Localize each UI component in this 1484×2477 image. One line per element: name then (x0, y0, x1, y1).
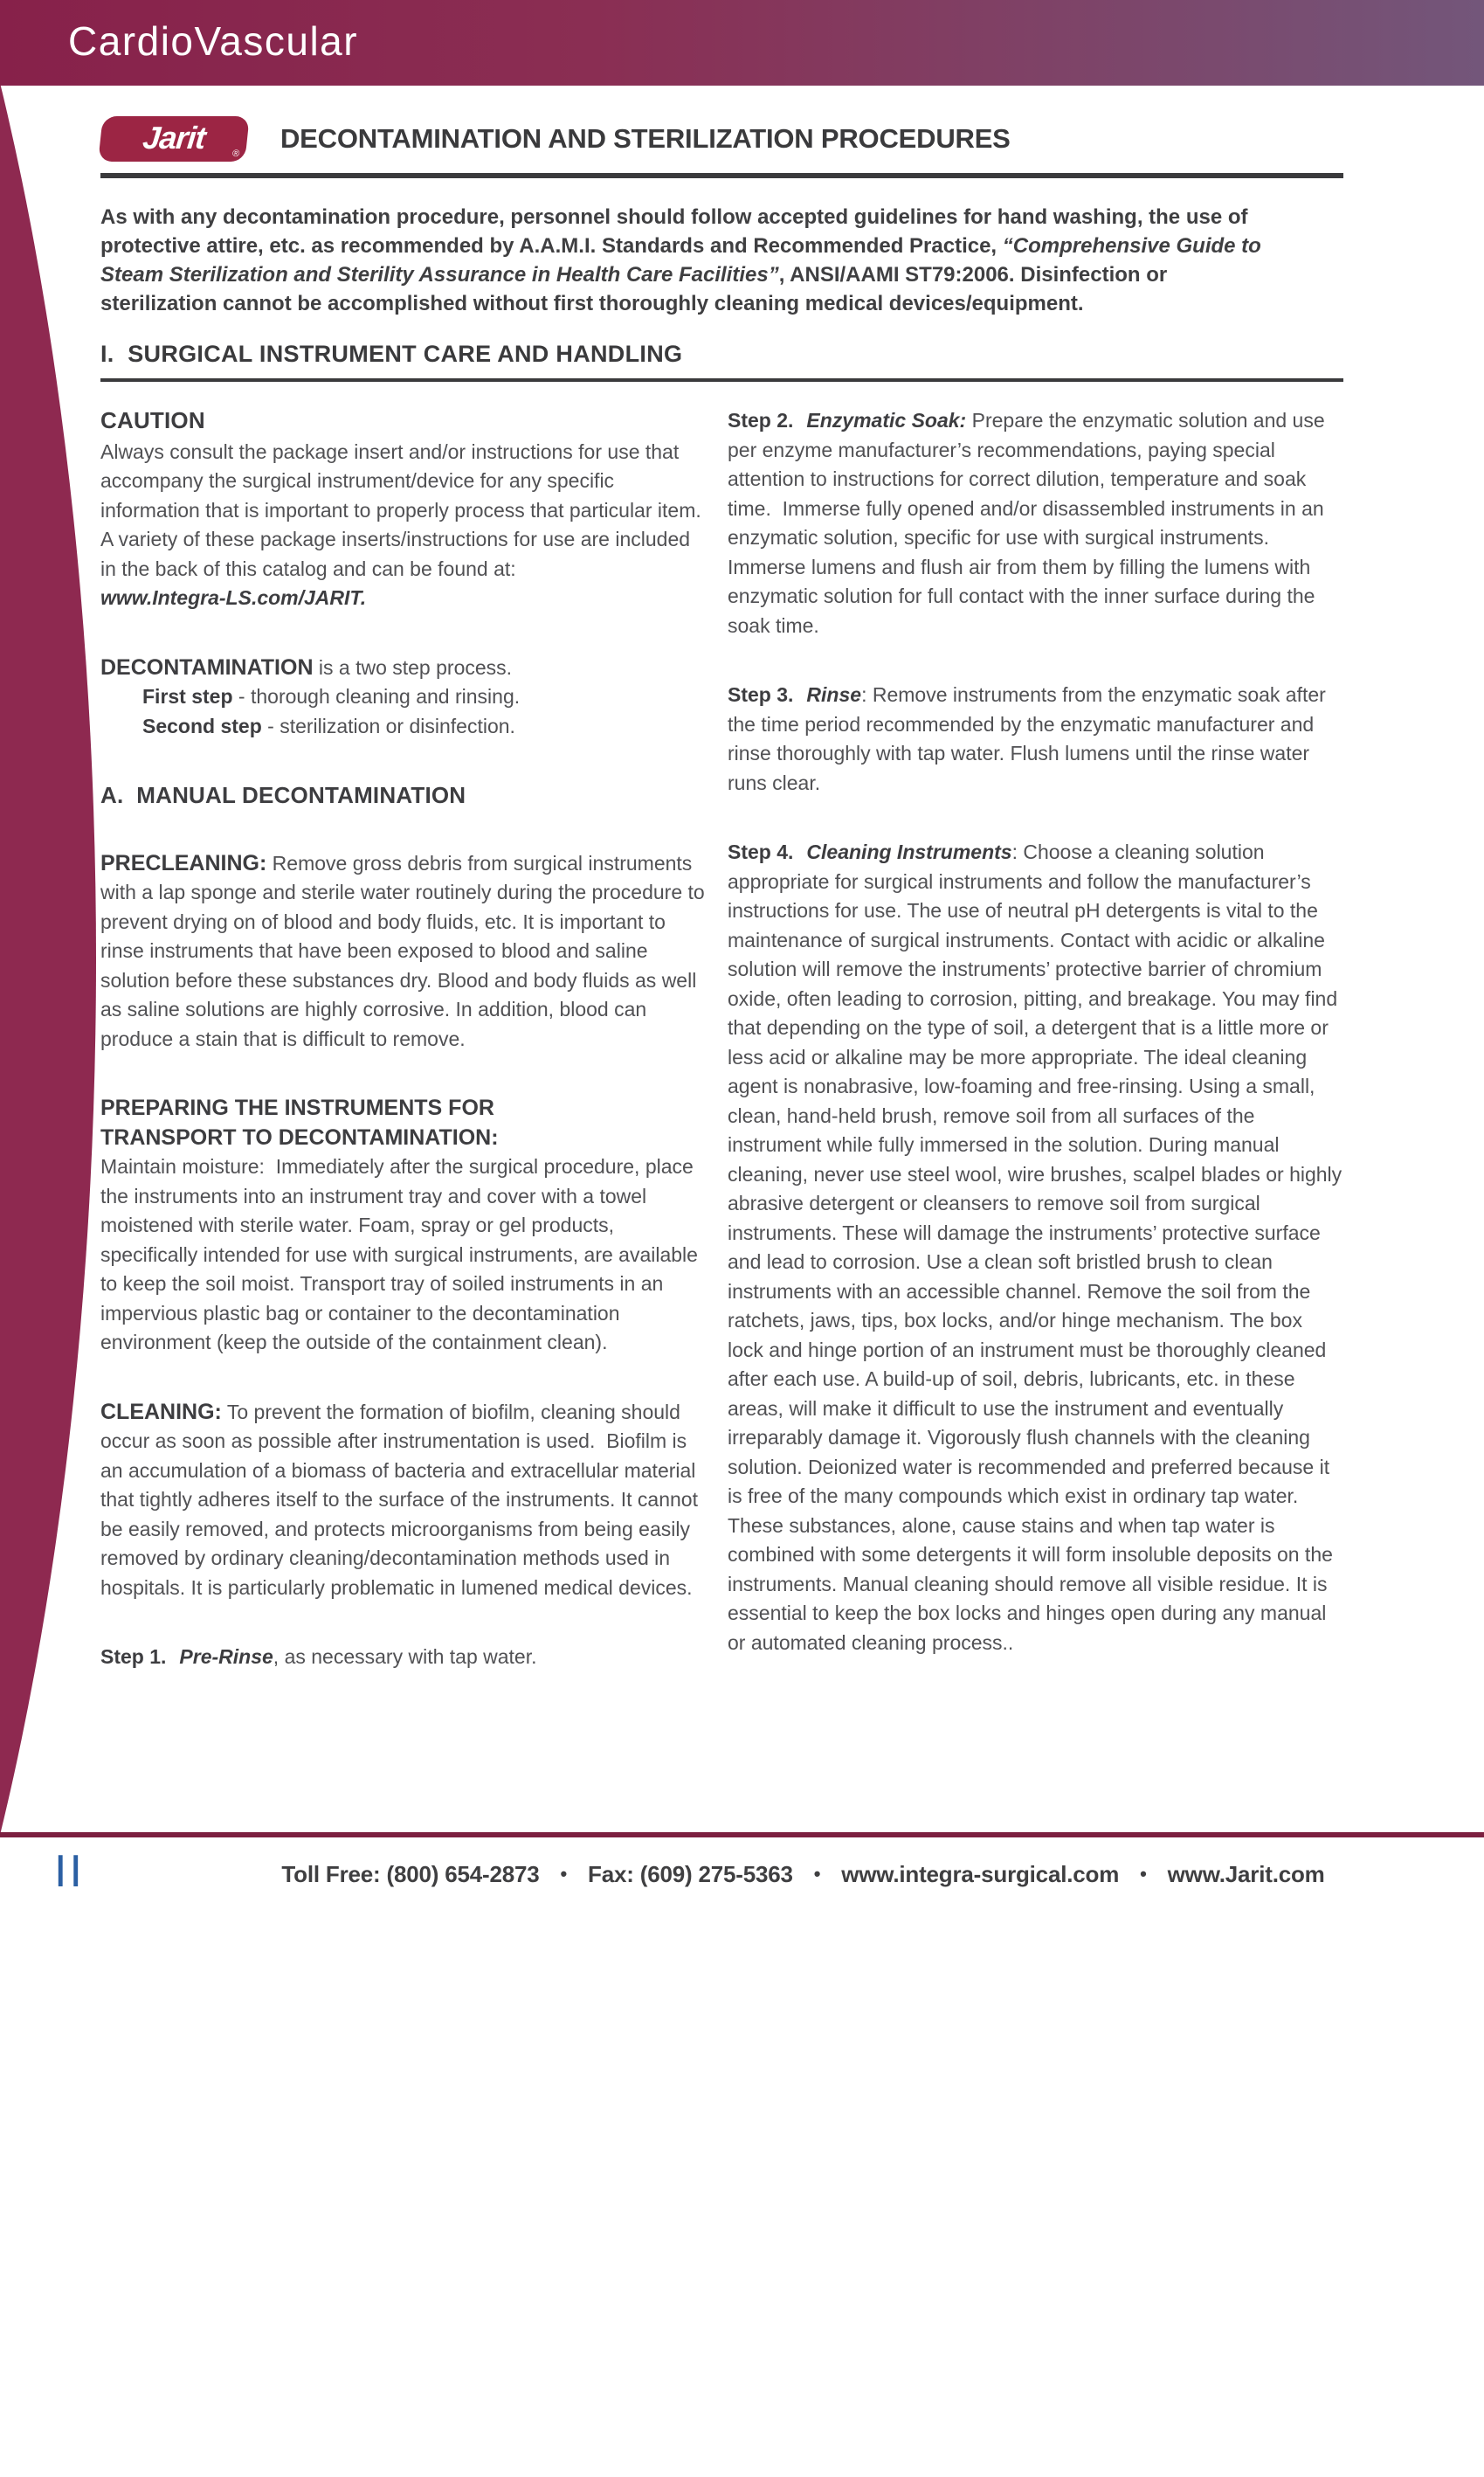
category-banner-title: CardioVascular (68, 18, 359, 64)
intro-tail: , ANSI/AAMI ST79:2006. Disinfection or sterilization cannot be accomplished without first thoroughly cleaning medical devices/equipment. (100, 263, 1168, 315)
bullet-separator: • (813, 1863, 821, 1885)
fax-number: Fax: (609) 275-5363 (588, 1861, 793, 1887)
preparing-transport-section (100, 1094, 710, 1358)
jarit-logo-text: Jarit (141, 120, 207, 156)
left-column (100, 406, 710, 1712)
decontamination-term: DECONTAMINATION (100, 654, 314, 680)
category-banner (0, 0, 1484, 86)
intro-publication-title: “Comprehensive Guide to Steam Sterilization and Sterility Assurance in Health Care Facilities” (100, 234, 1261, 287)
cleaning-paragraph (100, 1398, 710, 1603)
precleaning-label: PRECLEANING: (100, 850, 267, 875)
step-4-text: : Choose a cleaning solution appropriate for surgical instruments and follow the manufacturer’s instructions for use. The use of neutral pH detergents is vital to the maintenance of surgical instruments. Contact with acidic or alkaline solution will remove the instruments’ protective barrier of chromium oxide, often leading to corrosion, pitting, and breakage. You may find that depending on the type of soil, a detergent that is a little more or less acid or alkaline may be more appropriate. The ideal cleaning agent is nonabrasive, low-foaming and free-rinsing. Using a small, clean, hand-held brush, remove soil from all surfaces of the instrument while fully immersed in the solution. During manual cleaning, never use steel wool, wire brushes, scalpel blades or highly abrasive detergent or cleansers to remove soil from surgical instruments. These will damage the instruments’ protective surface and lead to corrosion. Use a clean soft bristled brush to clean instruments with an accessible channel. Remove the soil from the ratchets, jaws, tips, box locks, and/or hinge mechanism. The box lock and hinge portion of an instrument must be thoroughly cleaned after each use. A build-up of soil, debris, lubricants, etc. in these areas, will make it difficult to use the instrument and eventually irreparably damage it. Vigorously flush channels with the cleaning solution. Deionized water is recommended and preferred because it is free of the many compounds which exist in ordinary tap water. These substances, alone, cause stains and when tap water is combined with some detergents it will form insoluble deposits on the instruments. Manual cleaning should remove all visible residue. It is essential to keep the box locks and hinges open during any manual or automated cleaning process.. (728, 841, 1343, 1654)
step-4 (728, 838, 1343, 1657)
step-2-label: Step 2. (728, 409, 794, 432)
preparing-body: Maintain moisture: Immediately after the surgical procedure, place the instruments into an instrument tray and cover with a towel moistened with sterile water. Foam, spray or gel products, specifically intended for use with surgical instruments, are available to keep the soil moist. Transport tray of soiled instruments in an impervious plastic bag or container to the decontamination environment (keep the outside of the containment clean). (100, 1155, 698, 1353)
decontamination-rest: is a two step process. (313, 655, 513, 679)
right-column (728, 406, 1343, 1712)
manual-decontamination-heading: A. MANUAL DECONTAMINATION (100, 782, 466, 808)
toll-free-number: Toll Free: (800) 654-2873 (281, 1861, 540, 1887)
preparing-heading (100, 1096, 499, 1150)
first-step-label: First step (142, 685, 233, 708)
step-1-title: Pre-Rinse (179, 1645, 273, 1668)
first-step-line (142, 685, 520, 708)
integra-website: www.integra-surgical.com (841, 1861, 1120, 1887)
cleaning-body: To prevent the formation of biofilm, cleaning should occur as soon as possible after instrumentation is used. Biofilm is an accumulation of a biomass of bacteria and extracellular material that tightly adheres itself to the surface of the instruments. It cannot be easily removed, and protects microorganisms from being easily removed by ordinary cleaning/decontamination methods used in hospitals. It is particularly problematic in lumened medical devices. (100, 1400, 698, 1599)
step-3 (728, 681, 1343, 798)
bullet-separator: • (1140, 1863, 1147, 1885)
step-4-title: Cleaning Instruments (806, 841, 1012, 863)
header-divider (100, 173, 1343, 178)
footer-contact-line (175, 1861, 1432, 1888)
document-header (100, 114, 1343, 164)
footer-divider (0, 1832, 1484, 1837)
second-step-label: Second step (142, 714, 262, 737)
step-3-label: Step 3. (728, 683, 794, 706)
step-3-text: : Remove instruments from the enzymatic soak after the time period recommended by the enzymatic manufacturer and rinse thoroughly with tap water. Flush lumens until the rinse water runs clear. (728, 683, 1326, 794)
precleaning-body: Remove gross debris from surgical instruments with a lap sponge and sterile water routinely during the procedure to prevent drying on of blood and body fluids, etc. It is important to rinse instruments that have been exposed to blood and saline solution before these substances dry. Blood and body fluids as well as saline solutions are highly corrosive. In addition, blood can produce a stain that is difficult to remove. (100, 851, 705, 1050)
jarit-website: www.Jarit.com (1167, 1861, 1325, 1887)
step-1-label: Step 1. (100, 1645, 167, 1668)
section-divider (100, 378, 1343, 382)
second-step-line (142, 715, 515, 737)
step-1 (100, 1643, 710, 1672)
bullet-separator: • (560, 1863, 568, 1885)
step-2 (728, 406, 1343, 640)
preparing-heading-line1: PREPARING THE INSTRUMENTS FOR (100, 1096, 494, 1120)
step-3-title: Rinse (806, 683, 862, 706)
jarit-logo (98, 116, 249, 162)
preparing-heading-line2: TRANSPORT TO DECONTAMINATION: (100, 1124, 499, 1150)
step-4-label: Step 4. (728, 841, 794, 863)
two-column-body (100, 406, 1343, 1712)
page-number: II (54, 1846, 85, 1897)
intro-lead: As with any decontamination procedure, personnel should follow accepted guidelines for hand washing, the use of protective attire, etc. as recommended by A.A.M.I. Standards and Recommended Practice, (100, 205, 1248, 258)
page-title: DECONTAMINATION AND STERILIZATION PROCEDURES (280, 123, 1011, 154)
cleaning-label: CLEANING: (100, 1399, 222, 1424)
caution-heading: CAUTION (100, 407, 205, 433)
caution-paragraph (100, 438, 710, 613)
decontamination-overview (100, 654, 710, 742)
registered-trademark-symbol: ® (231, 149, 240, 159)
section-heading: I. SURGICAL INSTRUMENT CARE AND HANDLING (100, 341, 683, 367)
first-step-text: - thorough cleaning and rinsing. (232, 685, 521, 708)
step-2-title: Enzymatic Soak: (806, 409, 967, 432)
step-2-text: Prepare the enzymatic solution and use per enzyme manufacturer’s recommendations, paying special attention to instructions for correct dilution, temperature and soak time. Immerse fully opened and/or disassembled instruments in an enzymatic solution, specific for use with surgical instruments. Immerse lumens and flush air from them by filling the lumens with enzymatic solution for full contact with the inner surface during the soak time. (728, 409, 1325, 637)
left-margin-curve-decoration (0, 0, 96, 2477)
precleaning-paragraph (100, 849, 710, 1055)
caution-body: Always consult the package insert and/or instructions for use that accompany the surgical instrument/device for any specific information that is important to properly process that particular item. A variety of these package inserts/instructions for use are included in the back of this catalog and can be found at: (100, 439, 701, 580)
step-1-text: , as necessary with tap water. (273, 1645, 537, 1668)
second-step-text: - sterilization or disinfection. (261, 714, 515, 737)
catalog-url-text: www.Integra-LS.com/JARIT. (100, 586, 367, 609)
page-content (100, 114, 1343, 1712)
intro-paragraph (100, 203, 1267, 318)
